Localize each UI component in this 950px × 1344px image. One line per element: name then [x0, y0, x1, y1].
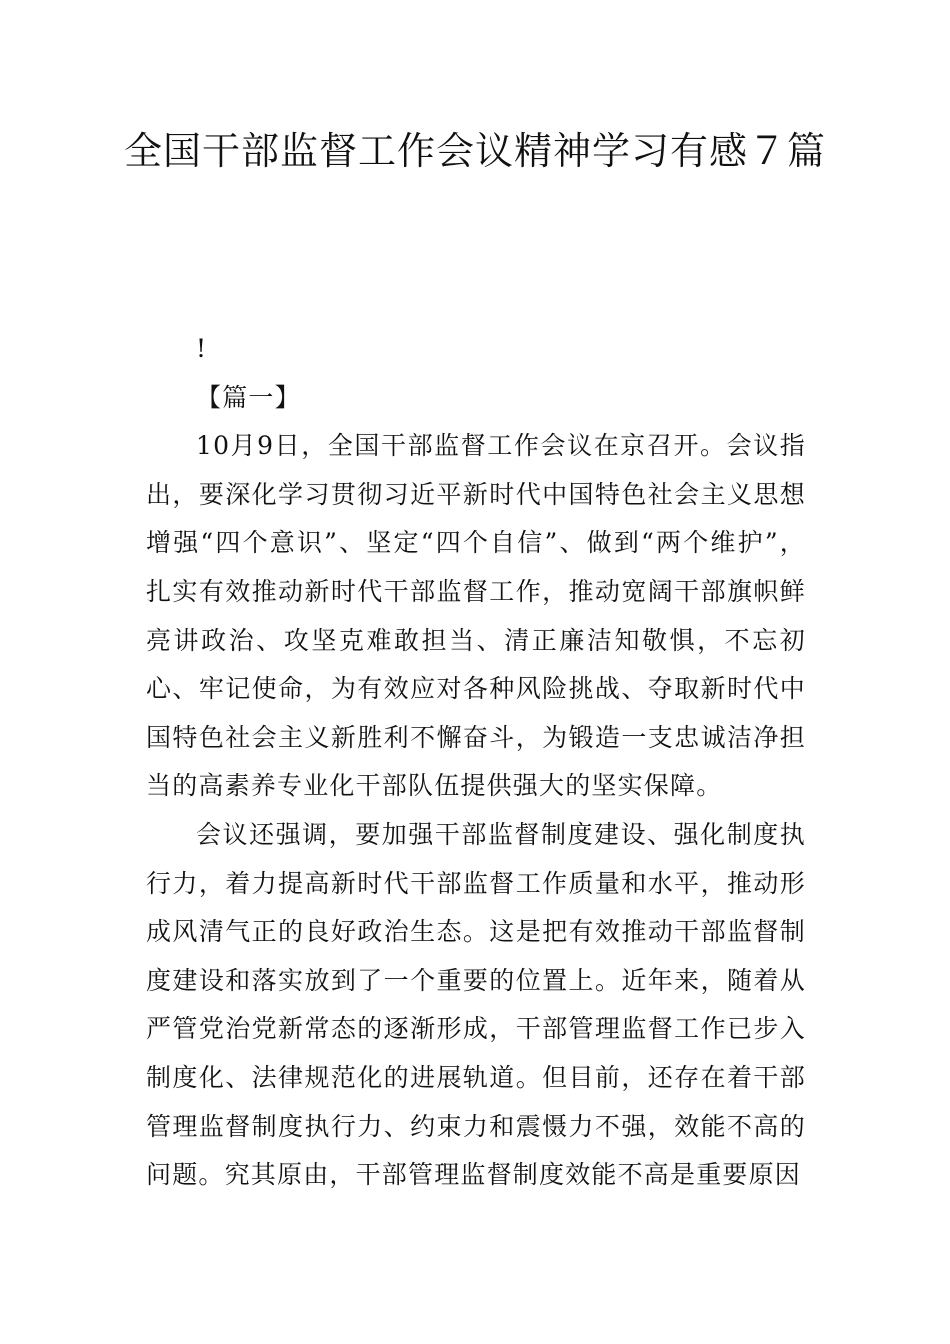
document-body	[146, 325, 806, 1200]
paragraph-1: 10月9日，全国干部监督工作会议在京召开。会议指出，要深化学习贯彻习近平新时代中国特色社会主义思想增强“四个意识”、坚定“四个自信”、做到“两个维护”，扎实有效推动新时代干部监督工作，推动宽阔干部旗帜鲜亮讲政治、攻坚克难敢担当、清正廉洁知敬惧，不忘初心、牢记使命，为有效应对各种风险挑战、夺取新时代中国特色社会主义新胜利不懈奋斗，为锻造一支忠诚洁净担当的高素养专业化干部队伍提供强大的坚实保障。	[146, 431, 806, 801]
marker-text: !	[196, 334, 208, 363]
section-heading: 【篇一】	[196, 382, 301, 412]
paragraph-2: 会议还强调，要加强干部监督制度建设、强化制度执行力，着力提高新时代干部监督工作质量和水平，推动形成风清气正的良好政治生态。这是把有效推动干部监督制度建设和落实放到了一个重要的位置上。近年来，随着从严管党治党新常态的逐渐形成，干部管理监督工作已步入制度化、法律规范化的进展轨道。但目前，还存在着干部管理监督制度执行力、约束力和震慑力不强，效能不高的问题。究其原由，干部管理监督制度效能不高是重要原因	[146, 819, 806, 1190]
document-title: 全国干部监督工作会议精神学习有感７篇	[123, 129, 826, 173]
